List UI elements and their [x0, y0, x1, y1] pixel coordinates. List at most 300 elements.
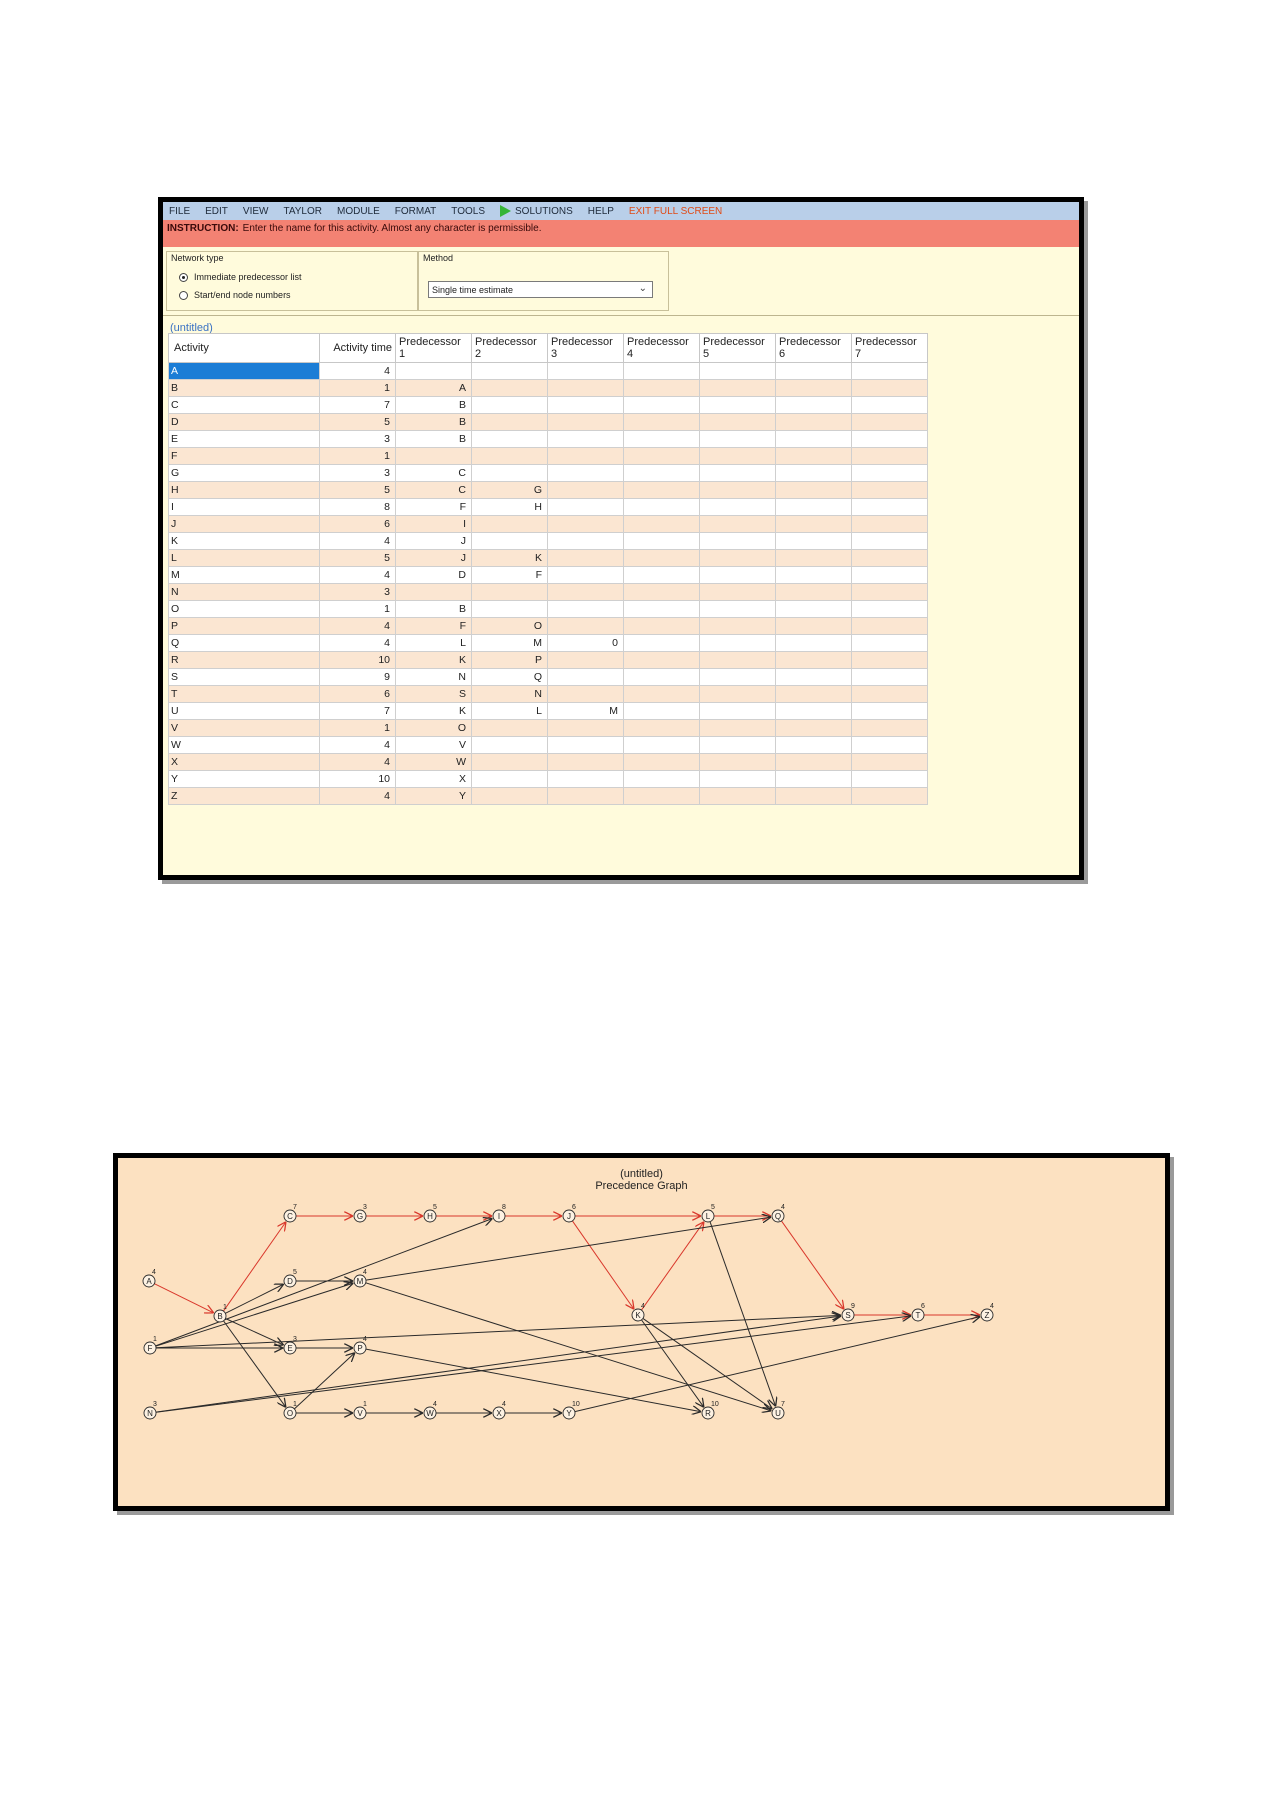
header-activity-time[interactable]: Activity time — [320, 334, 396, 363]
cell-predecessor-2[interactable] — [472, 754, 548, 771]
cell-predecessor-4[interactable] — [624, 431, 700, 448]
cell-predecessor-3[interactable] — [548, 431, 624, 448]
cell-predecessor-7[interactable] — [852, 380, 928, 397]
table-row — [169, 584, 928, 601]
cell-activity[interactable]: P — [169, 618, 320, 635]
graph-node-o[interactable] — [284, 1401, 297, 1419]
cell-predecessor-1[interactable]: J — [396, 533, 472, 550]
cell-predecessor-2[interactable]: G — [472, 482, 548, 499]
cell-predecessor-2[interactable] — [472, 448, 548, 465]
cell-predecessor-5[interactable] — [700, 482, 776, 499]
cell-predecessor-5[interactable] — [700, 550, 776, 567]
cell-predecessor-5[interactable] — [700, 754, 776, 771]
cell-activity-time[interactable]: 1 — [320, 601, 396, 618]
cell-predecessor-3[interactable] — [548, 414, 624, 431]
cell-predecessor-5[interactable] — [700, 652, 776, 669]
cell-activity[interactable]: T — [169, 686, 320, 703]
cell-predecessor-2[interactable] — [472, 397, 548, 414]
cell-predecessor-7[interactable] — [852, 703, 928, 720]
cell-activity-time[interactable]: 7 — [320, 703, 396, 720]
cell-activity[interactable]: V — [169, 720, 320, 737]
cell-predecessor-2[interactable] — [472, 584, 548, 601]
cell-predecessor-7[interactable] — [852, 618, 928, 635]
cell-predecessor-2[interactable]: K — [472, 550, 548, 567]
cell-activity-time[interactable]: 1 — [320, 380, 396, 397]
cell-predecessor-7[interactable] — [852, 397, 928, 414]
cell-activity[interactable]: W — [169, 737, 320, 754]
cell-predecessor-2[interactable] — [472, 516, 548, 533]
cell-predecessor-2[interactable] — [472, 737, 548, 754]
cell-predecessor-3[interactable] — [548, 482, 624, 499]
cell-predecessor-1[interactable]: K — [396, 703, 472, 720]
graph-node-m[interactable] — [354, 1269, 367, 1287]
cell-activity-time[interactable]: 3 — [320, 584, 396, 601]
cell-activity[interactable]: J — [169, 516, 320, 533]
cell-predecessor-1[interactable]: N — [396, 669, 472, 686]
node-time: 5 — [711, 1204, 715, 1211]
cell-predecessor-5[interactable] — [700, 465, 776, 482]
cell-predecessor-5[interactable] — [700, 516, 776, 533]
cell-predecessor-7[interactable] — [852, 448, 928, 465]
cell-activity-time[interactable]: 6 — [320, 516, 396, 533]
precedence-graph-window — [113, 1153, 1170, 1511]
cell-activity[interactable]: K — [169, 533, 320, 550]
cell-predecessor-6[interactable] — [776, 635, 852, 652]
cell-predecessor-1[interactable]: C — [396, 482, 472, 499]
cell-activity[interactable]: Y — [169, 771, 320, 788]
node-label: F — [147, 1344, 153, 1353]
header-predecessor-1[interactable]: Predecessor 1 — [396, 334, 472, 363]
cell-predecessor-7[interactable] — [852, 601, 928, 618]
cell-predecessor-4[interactable] — [624, 550, 700, 567]
graph-node-k[interactable] — [632, 1303, 645, 1321]
node-time: 10 — [711, 1401, 719, 1408]
menu-solutions[interactable] — [500, 205, 573, 217]
cell-predecessor-1[interactable]: O — [396, 720, 472, 737]
cell-predecessor-7[interactable] — [852, 737, 928, 754]
cell-predecessor-6[interactable] — [776, 431, 852, 448]
cell-predecessor-4[interactable] — [624, 414, 700, 431]
graph-node-f[interactable] — [144, 1336, 157, 1354]
graph-node-w[interactable] — [424, 1401, 437, 1419]
graph-node-l[interactable] — [702, 1204, 715, 1222]
cell-activity-time[interactable]: 4 — [320, 567, 396, 584]
cell-predecessor-4[interactable] — [624, 601, 700, 618]
cell-activity[interactable]: G — [169, 465, 320, 482]
cell-predecessor-7[interactable] — [852, 652, 928, 669]
cell-predecessor-3[interactable] — [548, 363, 624, 380]
header-predecessor-6[interactable]: Predecessor 6 — [776, 334, 852, 363]
cell-activity[interactable]: B — [169, 380, 320, 397]
cell-predecessor-5[interactable] — [700, 584, 776, 601]
cell-activity-time[interactable]: 4 — [320, 635, 396, 652]
cell-predecessor-1[interactable]: W — [396, 754, 472, 771]
cell-predecessor-5[interactable] — [700, 788, 776, 805]
graph-node-a[interactable] — [143, 1269, 156, 1287]
cell-predecessor-2[interactable] — [472, 720, 548, 737]
cell-activity-time[interactable]: 7 — [320, 397, 396, 414]
cell-predecessor-4[interactable] — [624, 652, 700, 669]
edge-l-u — [710, 1222, 776, 1407]
cell-activity-time[interactable]: 1 — [320, 448, 396, 465]
cell-activity[interactable]: X — [169, 754, 320, 771]
menu-format[interactable]: FORMAT — [394, 205, 437, 217]
cell-predecessor-6[interactable] — [776, 652, 852, 669]
cell-predecessor-5[interactable] — [700, 499, 776, 516]
cell-predecessor-4[interactable] — [624, 669, 700, 686]
graph-node-y[interactable] — [563, 1401, 580, 1419]
graph-node-d[interactable] — [284, 1269, 297, 1287]
cell-predecessor-3[interactable] — [548, 737, 624, 754]
graph-node-j[interactable] — [563, 1204, 576, 1222]
cell-predecessor-4[interactable] — [624, 363, 700, 380]
cell-predecessor-5[interactable] — [700, 669, 776, 686]
cell-predecessor-2[interactable] — [472, 601, 548, 618]
cell-activity-time[interactable]: 4 — [320, 363, 396, 380]
cell-predecessor-3[interactable] — [548, 380, 624, 397]
table-row — [169, 754, 928, 771]
cell-predecessor-1[interactable]: J — [396, 550, 472, 567]
cell-predecessor-3[interactable] — [548, 771, 624, 788]
cell-predecessor-1[interactable]: I — [396, 516, 472, 533]
header-activity[interactable]: Activity — [169, 334, 320, 363]
cell-predecessor-5[interactable] — [700, 737, 776, 754]
cell-predecessor-7[interactable] — [852, 584, 928, 601]
cell-predecessor-2[interactable]: Q — [472, 669, 548, 686]
menu-bar — [163, 202, 1079, 220]
cell-activity[interactable]: D — [169, 414, 320, 431]
graph-node-i[interactable] — [493, 1204, 506, 1222]
cell-predecessor-4[interactable] — [624, 720, 700, 737]
graph-node-s[interactable] — [842, 1303, 855, 1321]
cell-predecessor-6[interactable] — [776, 584, 852, 601]
cell-predecessor-6[interactable] — [776, 601, 852, 618]
cell-predecessor-4[interactable] — [624, 635, 700, 652]
cell-predecessor-6[interactable] — [776, 754, 852, 771]
cell-predecessor-6[interactable] — [776, 618, 852, 635]
cell-predecessor-3[interactable]: M — [548, 703, 624, 720]
cell-predecessor-7[interactable] — [852, 771, 928, 788]
cell-predecessor-7[interactable] — [852, 754, 928, 771]
node-time: 4 — [433, 1401, 437, 1408]
cell-predecessor-2[interactable]: O — [472, 618, 548, 635]
cell-predecessor-7[interactable] — [852, 550, 928, 567]
cell-activity-time[interactable]: 9 — [320, 669, 396, 686]
graph-node-g[interactable] — [354, 1204, 367, 1222]
cell-predecessor-3[interactable] — [548, 567, 624, 584]
cell-predecessor-1[interactable]: A — [396, 380, 472, 397]
node-label: Q — [774, 1212, 782, 1221]
cell-predecessor-1[interactable]: K — [396, 652, 472, 669]
cell-predecessor-5[interactable] — [700, 363, 776, 380]
cell-predecessor-6[interactable] — [776, 482, 852, 499]
graph-node-n[interactable] — [144, 1401, 157, 1419]
cell-predecessor-4[interactable] — [624, 788, 700, 805]
header-predecessor-2[interactable]: Predecessor 2 — [472, 334, 548, 363]
cell-predecessor-1[interactable]: D — [396, 567, 472, 584]
cell-predecessor-3[interactable] — [548, 686, 624, 703]
cell-predecessor-3[interactable] — [548, 754, 624, 771]
cell-predecessor-3[interactable] — [548, 448, 624, 465]
cell-predecessor-6[interactable] — [776, 516, 852, 533]
cell-predecessor-6[interactable] — [776, 397, 852, 414]
cell-predecessor-4[interactable] — [624, 737, 700, 754]
cell-predecessor-3[interactable] — [548, 618, 624, 635]
cell-activity[interactable]: I — [169, 499, 320, 516]
cell-predecessor-7[interactable] — [852, 363, 928, 380]
cell-activity-time[interactable]: 3 — [320, 465, 396, 482]
cell-predecessor-7[interactable] — [852, 465, 928, 482]
cell-activity-time[interactable]: 4 — [320, 788, 396, 805]
graph-node-z[interactable] — [981, 1303, 994, 1321]
cell-predecessor-1[interactable]: L — [396, 635, 472, 652]
cell-activity[interactable]: M — [169, 567, 320, 584]
cell-predecessor-7[interactable] — [852, 669, 928, 686]
cell-predecessor-5[interactable] — [700, 380, 776, 397]
cell-activity[interactable]: C — [169, 397, 320, 414]
cell-predecessor-1[interactable]: Y — [396, 788, 472, 805]
cell-predecessor-2[interactable] — [472, 771, 548, 788]
cell-activity-time[interactable]: 6 — [320, 686, 396, 703]
app-window — [158, 197, 1084, 880]
node-label: L — [705, 1212, 711, 1221]
cell-activity[interactable]: U — [169, 703, 320, 720]
cell-predecessor-6[interactable] — [776, 703, 852, 720]
cell-predecessor-6[interactable] — [776, 499, 852, 516]
cell-predecessor-1[interactable] — [396, 584, 472, 601]
cell-predecessor-3[interactable] — [548, 669, 624, 686]
cell-predecessor-6[interactable] — [776, 533, 852, 550]
cell-predecessor-4[interactable] — [624, 771, 700, 788]
node-time: 8 — [502, 1204, 506, 1211]
cell-predecessor-3[interactable] — [548, 550, 624, 567]
cell-predecessor-1[interactable]: B — [396, 431, 472, 448]
cell-predecessor-1[interactable]: B — [396, 414, 472, 431]
cell-predecessor-3[interactable]: 0 — [548, 635, 624, 652]
cell-predecessor-4[interactable] — [624, 465, 700, 482]
cell-activity-time[interactable]: 1 — [320, 720, 396, 737]
cell-predecessor-3[interactable] — [548, 652, 624, 669]
cell-predecessor-5[interactable] — [700, 686, 776, 703]
cell-predecessor-7[interactable] — [852, 635, 928, 652]
menu-file[interactable]: FILE — [169, 205, 191, 217]
graph-node-c[interactable] — [284, 1204, 297, 1222]
cell-predecessor-1[interactable]: C — [396, 465, 472, 482]
cell-predecessor-1[interactable] — [396, 448, 472, 465]
cell-activity[interactable]: Q — [169, 635, 320, 652]
node-label: X — [496, 1409, 502, 1418]
cell-predecessor-6[interactable] — [776, 550, 852, 567]
cell-activity[interactable]: A — [169, 363, 320, 380]
cell-activity-time[interactable]: 5 — [320, 482, 396, 499]
menu-help[interactable]: HELP — [587, 205, 614, 217]
graph-node-x[interactable] — [493, 1401, 506, 1419]
cell-predecessor-2[interactable] — [472, 788, 548, 805]
cell-activity[interactable]: F — [169, 448, 320, 465]
cell-predecessor-7[interactable] — [852, 499, 928, 516]
cell-predecessor-4[interactable] — [624, 567, 700, 584]
cell-predecessor-2[interactable] — [472, 363, 548, 380]
header-predecessor-5[interactable]: Predecessor 5 — [700, 334, 776, 363]
cell-activity[interactable]: E — [169, 431, 320, 448]
cell-predecessor-3[interactable] — [548, 584, 624, 601]
cell-predecessor-3[interactable] — [548, 720, 624, 737]
menu-taylor[interactable]: TAYLOR — [283, 205, 322, 217]
cell-predecessor-6[interactable] — [776, 771, 852, 788]
cell-predecessor-3[interactable] — [548, 788, 624, 805]
cell-predecessor-2[interactable] — [472, 414, 548, 431]
header-predecessor-7[interactable]: Predecessor 7 — [852, 334, 928, 363]
graph-node-r[interactable] — [702, 1401, 719, 1419]
cell-predecessor-7[interactable] — [852, 686, 928, 703]
cell-predecessor-7[interactable] — [852, 516, 928, 533]
cell-activity-time[interactable]: 5 — [320, 550, 396, 567]
cell-predecessor-4[interactable] — [624, 618, 700, 635]
cell-predecessor-5[interactable] — [700, 567, 776, 584]
header-predecessor-4[interactable]: Predecessor 4 — [624, 334, 700, 363]
cell-predecessor-5[interactable] — [700, 703, 776, 720]
cell-predecessor-6[interactable] — [776, 788, 852, 805]
cell-predecessor-3[interactable] — [548, 601, 624, 618]
graph-node-t[interactable] — [912, 1303, 925, 1321]
cell-predecessor-2[interactable]: H — [472, 499, 548, 516]
cell-predecessor-3[interactable] — [548, 499, 624, 516]
radio-start-end-nodes[interactable] — [179, 290, 291, 300]
cell-predecessor-2[interactable]: L — [472, 703, 548, 720]
cell-predecessor-6[interactable] — [776, 363, 852, 380]
graph-node-v[interactable] — [354, 1401, 367, 1419]
menu-exit-full-screen[interactable]: EXIT FULL SCREEN — [628, 205, 723, 217]
cell-activity[interactable]: S — [169, 669, 320, 686]
menu-edit[interactable]: EDIT — [205, 205, 228, 217]
cell-predecessor-6[interactable] — [776, 414, 852, 431]
cell-predecessor-5[interactable] — [700, 431, 776, 448]
cell-predecessor-7[interactable] — [852, 431, 928, 448]
menu-tools[interactable]: TOOLS — [451, 205, 485, 217]
cell-predecessor-1[interactable]: F — [396, 499, 472, 516]
cell-predecessor-6[interactable] — [776, 380, 852, 397]
radio-immediate-predecessor[interactable] — [179, 272, 302, 282]
cell-activity[interactable]: N — [169, 584, 320, 601]
cell-activity[interactable]: L — [169, 550, 320, 567]
node-label: Y — [566, 1409, 572, 1418]
cell-predecessor-3[interactable] — [548, 465, 624, 482]
cell-predecessor-3[interactable] — [548, 397, 624, 414]
cell-activity[interactable]: O — [169, 601, 320, 618]
cell-predecessor-4[interactable] — [624, 380, 700, 397]
cell-predecessor-5[interactable] — [700, 618, 776, 635]
cell-activity-time[interactable]: 10 — [320, 771, 396, 788]
graph-node-u[interactable] — [772, 1401, 785, 1419]
menu-view[interactable]: VIEW — [242, 205, 269, 217]
cell-predecessor-5[interactable] — [700, 448, 776, 465]
cell-predecessor-2[interactable]: P — [472, 652, 548, 669]
graph-node-e[interactable] — [284, 1336, 297, 1354]
cell-predecessor-4[interactable] — [624, 448, 700, 465]
cell-predecessor-1[interactable]: S — [396, 686, 472, 703]
cell-predecessor-5[interactable] — [700, 720, 776, 737]
cell-activity-time[interactable]: 10 — [320, 652, 396, 669]
cell-predecessor-4[interactable] — [624, 686, 700, 703]
cell-predecessor-1[interactable]: B — [396, 397, 472, 414]
cell-predecessor-4[interactable] — [624, 533, 700, 550]
cell-predecessor-1[interactable]: X — [396, 771, 472, 788]
cell-predecessor-5[interactable] — [700, 414, 776, 431]
cell-predecessor-4[interactable] — [624, 482, 700, 499]
graph-node-q[interactable] — [772, 1204, 785, 1222]
cell-predecessor-6[interactable] — [776, 686, 852, 703]
cell-predecessor-4[interactable] — [624, 499, 700, 516]
cell-predecessor-3[interactable] — [548, 533, 624, 550]
instruction-bar — [163, 220, 1079, 247]
cell-activity-time[interactable]: 4 — [320, 618, 396, 635]
cell-activity-time[interactable]: 3 — [320, 431, 396, 448]
cell-predecessor-2[interactable]: M — [472, 635, 548, 652]
cell-activity-time[interactable]: 4 — [320, 533, 396, 550]
edge-f-s — [156, 1315, 841, 1347]
cell-predecessor-1[interactable] — [396, 363, 472, 380]
cell-predecessor-1[interactable]: F — [396, 618, 472, 635]
cell-predecessor-6[interactable] — [776, 669, 852, 686]
cell-predecessor-5[interactable] — [700, 601, 776, 618]
edge-o-p — [294, 1353, 354, 1409]
cell-predecessor-2[interactable] — [472, 431, 548, 448]
graph-node-h[interactable] — [424, 1204, 437, 1222]
header-predecessor-3[interactable]: Predecessor 3 — [548, 334, 624, 363]
cell-predecessor-4[interactable] — [624, 516, 700, 533]
cell-predecessor-5[interactable] — [700, 771, 776, 788]
cell-predecessor-6[interactable] — [776, 737, 852, 754]
cell-predecessor-7[interactable] — [852, 414, 928, 431]
edge-k-l — [641, 1222, 703, 1310]
cell-activity-time[interactable]: 5 — [320, 414, 396, 431]
cell-predecessor-4[interactable] — [624, 754, 700, 771]
cell-predecessor-4[interactable] — [624, 703, 700, 720]
cell-predecessor-4[interactable] — [624, 397, 700, 414]
cell-predecessor-7[interactable] — [852, 567, 928, 584]
cell-predecessor-5[interactable] — [700, 533, 776, 550]
cell-activity[interactable]: R — [169, 652, 320, 669]
cell-activity[interactable]: Z — [169, 788, 320, 805]
cell-activity-time[interactable]: 4 — [320, 737, 396, 754]
cell-predecessor-5[interactable] — [700, 397, 776, 414]
cell-activity[interactable]: H — [169, 482, 320, 499]
cell-predecessor-5[interactable] — [700, 635, 776, 652]
cell-predecessor-2[interactable]: N — [472, 686, 548, 703]
cell-predecessor-2[interactable] — [472, 533, 548, 550]
cell-predecessor-2[interactable] — [472, 380, 548, 397]
cell-activity-time[interactable]: 4 — [320, 754, 396, 771]
cell-activity-time[interactable]: 8 — [320, 499, 396, 516]
cell-predecessor-6[interactable] — [776, 567, 852, 584]
cell-predecessor-7[interactable] — [852, 788, 928, 805]
cell-predecessor-3[interactable] — [548, 516, 624, 533]
graph-node-b[interactable] — [214, 1304, 227, 1322]
cell-predecessor-4[interactable] — [624, 584, 700, 601]
cell-predecessor-6[interactable] — [776, 720, 852, 737]
cell-predecessor-1[interactable]: V — [396, 737, 472, 754]
cell-predecessor-6[interactable] — [776, 465, 852, 482]
cell-predecessor-1[interactable]: B — [396, 601, 472, 618]
cell-predecessor-2[interactable]: F — [472, 567, 548, 584]
cell-predecessor-7[interactable] — [852, 720, 928, 737]
method-select[interactable] — [428, 281, 653, 298]
cell-predecessor-2[interactable] — [472, 465, 548, 482]
cell-predecessor-7[interactable] — [852, 533, 928, 550]
cell-predecessor-7[interactable] — [852, 482, 928, 499]
cell-predecessor-6[interactable] — [776, 448, 852, 465]
menu-module[interactable]: MODULE — [337, 205, 380, 217]
